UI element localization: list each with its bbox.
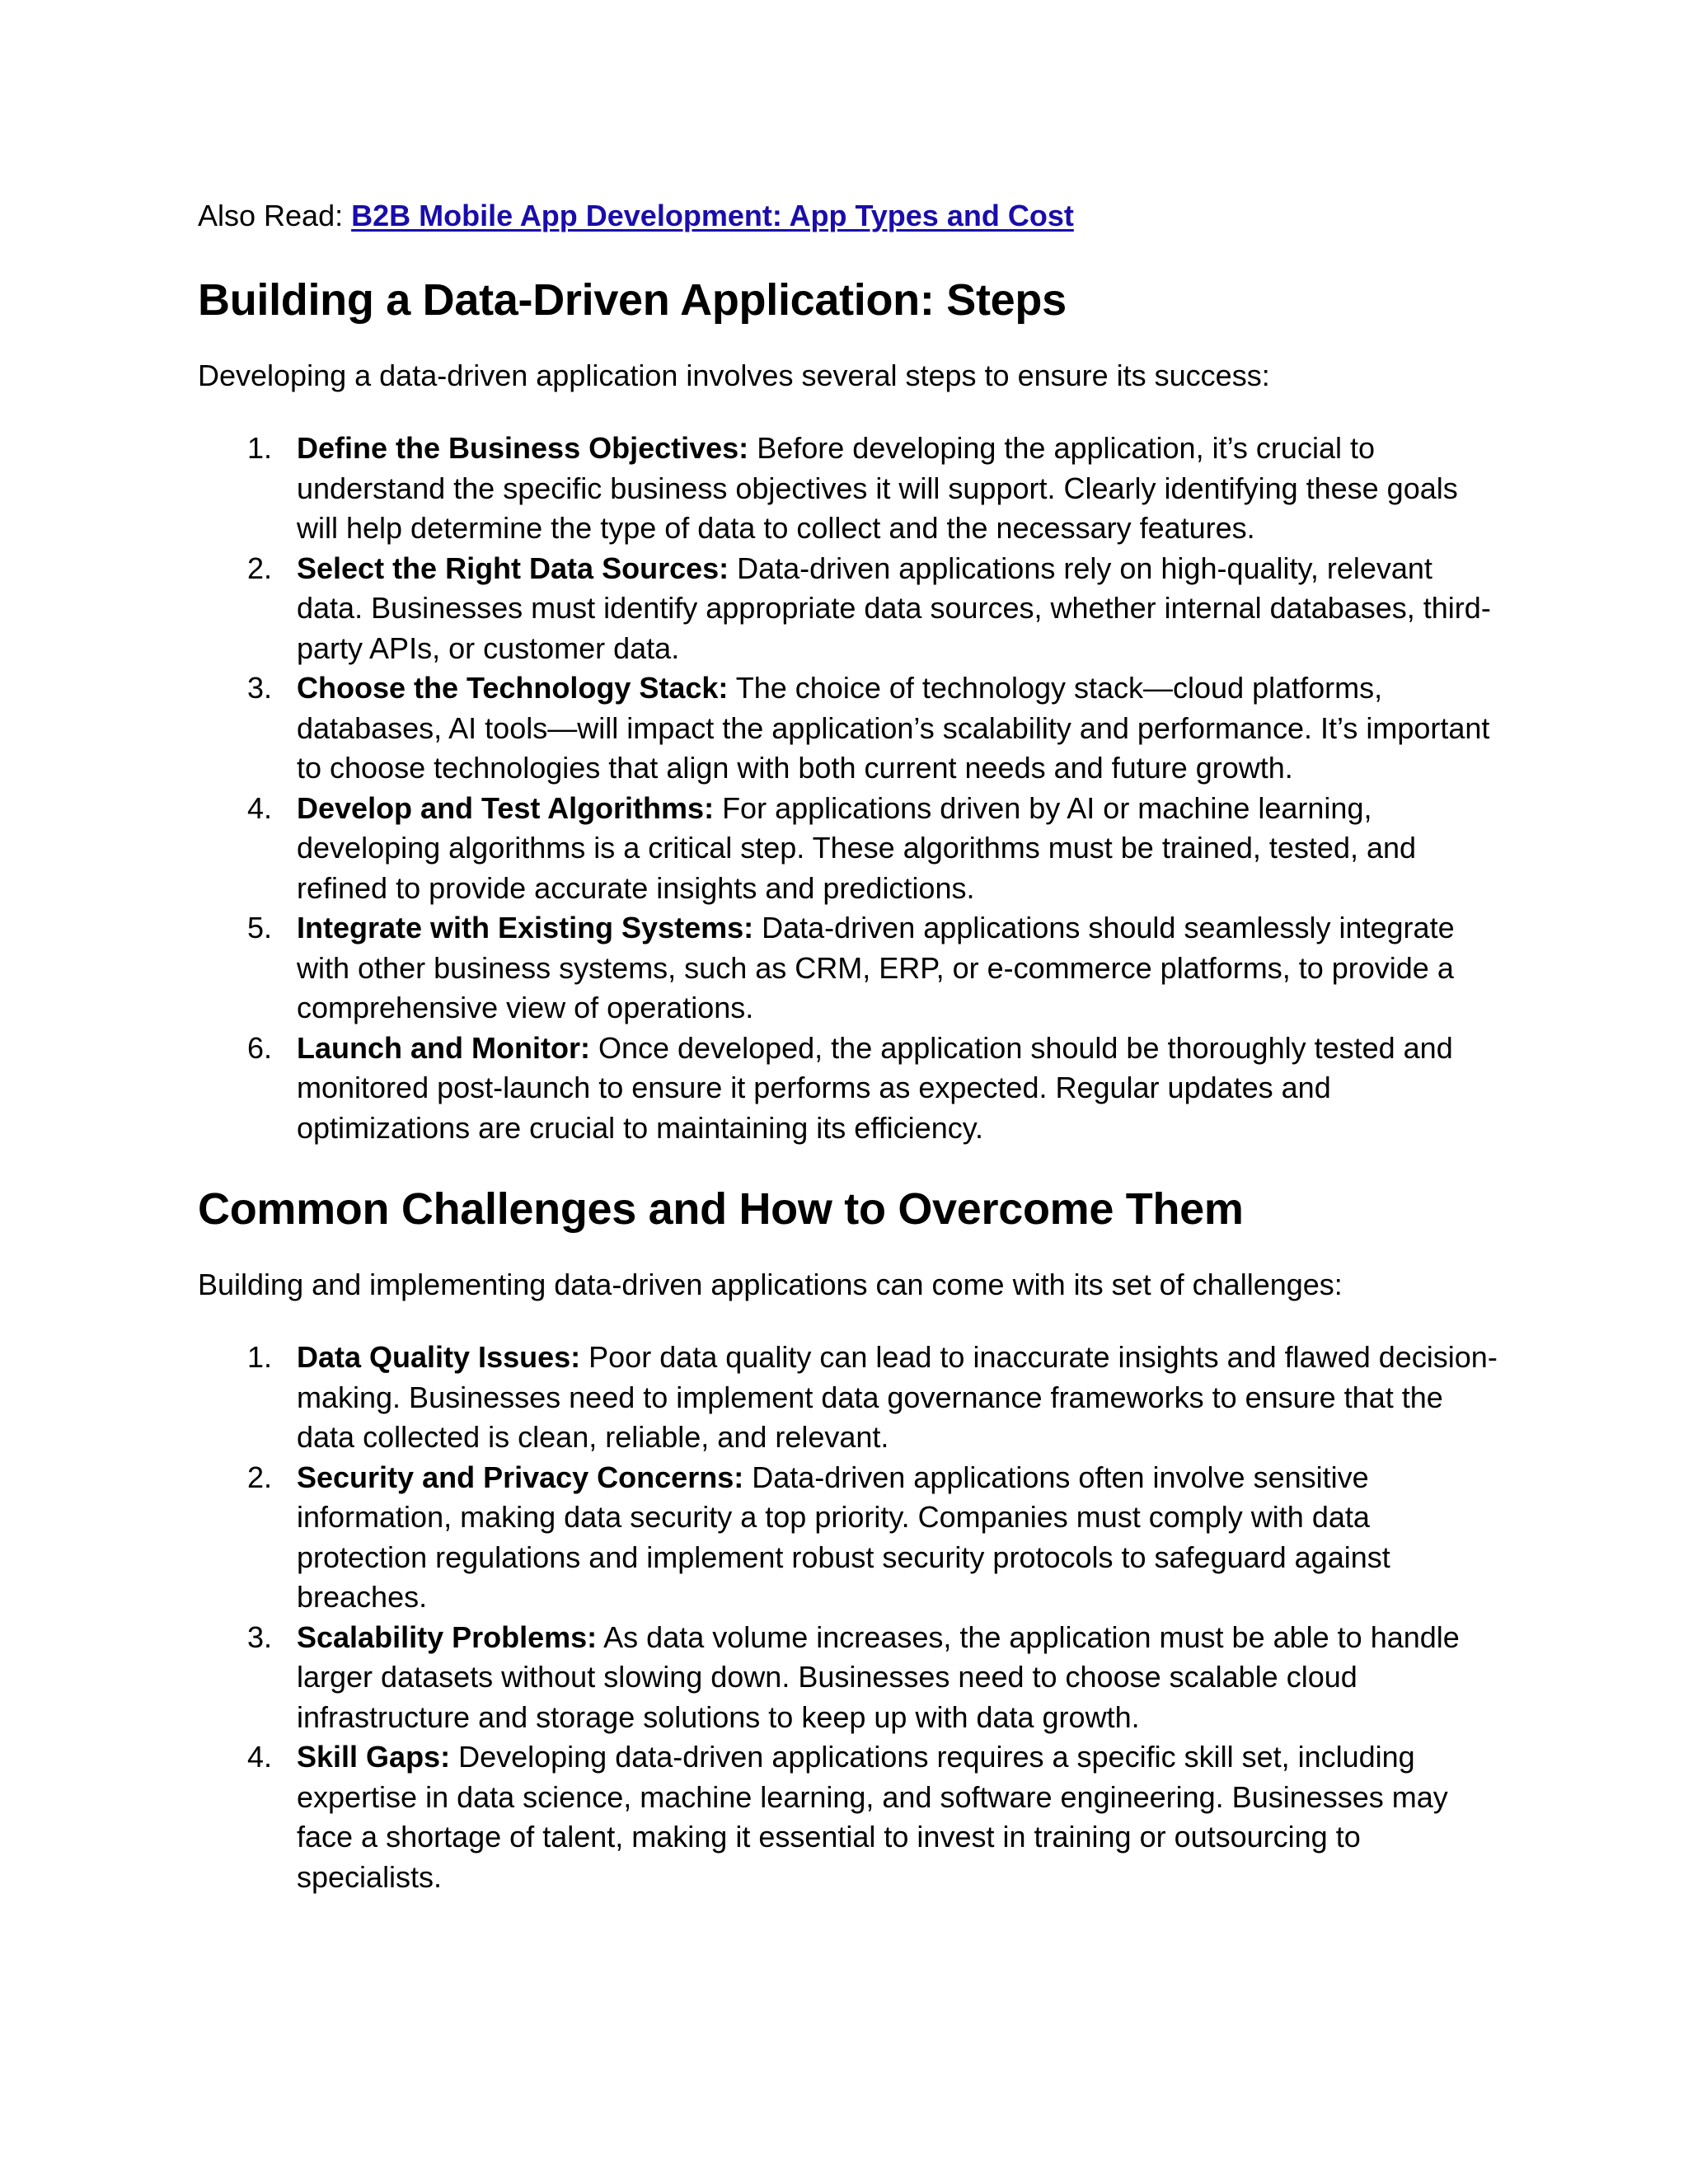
item-title: Develop and Test Algorithms: bbox=[297, 790, 715, 825]
list-item bbox=[198, 1338, 1500, 1458]
challenges-list bbox=[198, 1338, 1500, 1897]
item-title: Launch and Monitor: bbox=[297, 1030, 590, 1065]
item-title: Choose the Technology Stack: bbox=[297, 671, 729, 705]
document-page bbox=[198, 196, 1500, 1897]
item-text: Data-driven applications rely on high-quality, relevant data. Businesses must identify appropriate data sources, whether internal databases, third-party APIs, or customer data. bbox=[297, 551, 1491, 665]
list-item bbox=[198, 1458, 1500, 1618]
list-number: 4. bbox=[247, 790, 273, 825]
list-item bbox=[198, 549, 1500, 669]
item-title: Data Quality Issues: bbox=[297, 1340, 581, 1374]
list-item bbox=[198, 668, 1500, 789]
list-item bbox=[198, 1618, 1500, 1738]
also-read-line bbox=[198, 196, 1500, 236]
list-number: 2. bbox=[247, 1460, 273, 1494]
item-text: Once developed, the application should be thoroughly tested and monitored post-launch to ensure it performs as expected. Regular updates and optimizations are crucial to maintaining its efficiency. bbox=[297, 1030, 1453, 1145]
list-number: 1. bbox=[247, 1340, 273, 1374]
also-read-link[interactable]: B2B Mobile App Development: App Types and Cost bbox=[351, 199, 1074, 232]
item-title: Scalability Problems: bbox=[297, 1619, 598, 1654]
steps-list bbox=[198, 429, 1500, 1148]
section-intro-challenges: Building and implementing data-driven applications can come with its set of challenges: bbox=[198, 1268, 1343, 1301]
list-number: 3. bbox=[247, 671, 273, 705]
item-title: Select the Right Data Sources: bbox=[297, 551, 729, 585]
item-text: Poor data quality can lead to inaccurate insights and flawed decision-making. Businesses need to implement data governance frameworks to ensure that the data collected is clean, reliable, and relevant. bbox=[297, 1340, 1498, 1454]
section-heading-challenges: Common Challenges and How to Overcome Them bbox=[198, 1184, 1244, 1234]
list-number: 2. bbox=[247, 551, 273, 585]
item-title: Security and Privacy Concerns: bbox=[297, 1460, 744, 1494]
list-number: 6. bbox=[247, 1030, 273, 1065]
list-item bbox=[198, 908, 1500, 1029]
item-text: Data-driven applications should seamlessly integrate with other business systems, such as CRM, ERP, or e-commerce platforms, to provide a comprehensive view of operations. bbox=[297, 911, 1455, 1024]
list-number: 3. bbox=[247, 1619, 273, 1654]
item-title: Skill Gaps: bbox=[297, 1740, 451, 1774]
item-text: Before developing the application, it’s crucial to understand the specific business objectives it will support. Clearly identifying these goals will help determine the type of data to collect and the necessary features. bbox=[297, 431, 1458, 545]
item-text: Data-driven applications often involve sensitive information, making data security a top priority. Companies must comply with data protection regulations and implement robust security protocols to safeguard against breaches. bbox=[297, 1460, 1390, 1614]
also-read-prefix: Also Read: bbox=[198, 199, 352, 232]
list-item bbox=[198, 1737, 1500, 1897]
item-text: The choice of technology stack—cloud platforms, databases, AI tools—will impact the application’s scalability and performance. It’s important to choose technologies that align with both current needs and future growth. bbox=[297, 671, 1490, 785]
list-number: 5. bbox=[247, 911, 273, 944]
list-item bbox=[198, 789, 1500, 909]
section-heading-steps: Building a Data-Driven Application: Steps bbox=[198, 275, 1067, 325]
item-title: Define the Business Objectives: bbox=[297, 431, 749, 465]
list-number: 4. bbox=[247, 1740, 273, 1774]
list-item bbox=[198, 1029, 1500, 1149]
item-text: For applications driven by AI or machine learning, developing algorithms is a critical step. These algorithms must be trained, tested, and refined to provide accurate insights and predictions. bbox=[297, 790, 1417, 905]
section-intro-steps: Developing a data-driven application involves several steps to ensure its success: bbox=[198, 359, 1270, 392]
list-item bbox=[198, 429, 1500, 549]
item-title: Integrate with Existing Systems: bbox=[297, 911, 754, 944]
item-text: As data volume increases, the application must be able to handle larger datasets without slowing down. Businesses need to choose scalable cloud infrastructure and storage solutions to keep up with data growth. bbox=[297, 1619, 1460, 1734]
list-number: 1. bbox=[247, 431, 273, 465]
item-text: Developing data-driven applications requires a specific skill set, including expertise in data science, machine learning, and software engineering. Businesses may face a shortage of talent, making it essential to invest in training or outsourcing to specialists. bbox=[297, 1740, 1448, 1894]
